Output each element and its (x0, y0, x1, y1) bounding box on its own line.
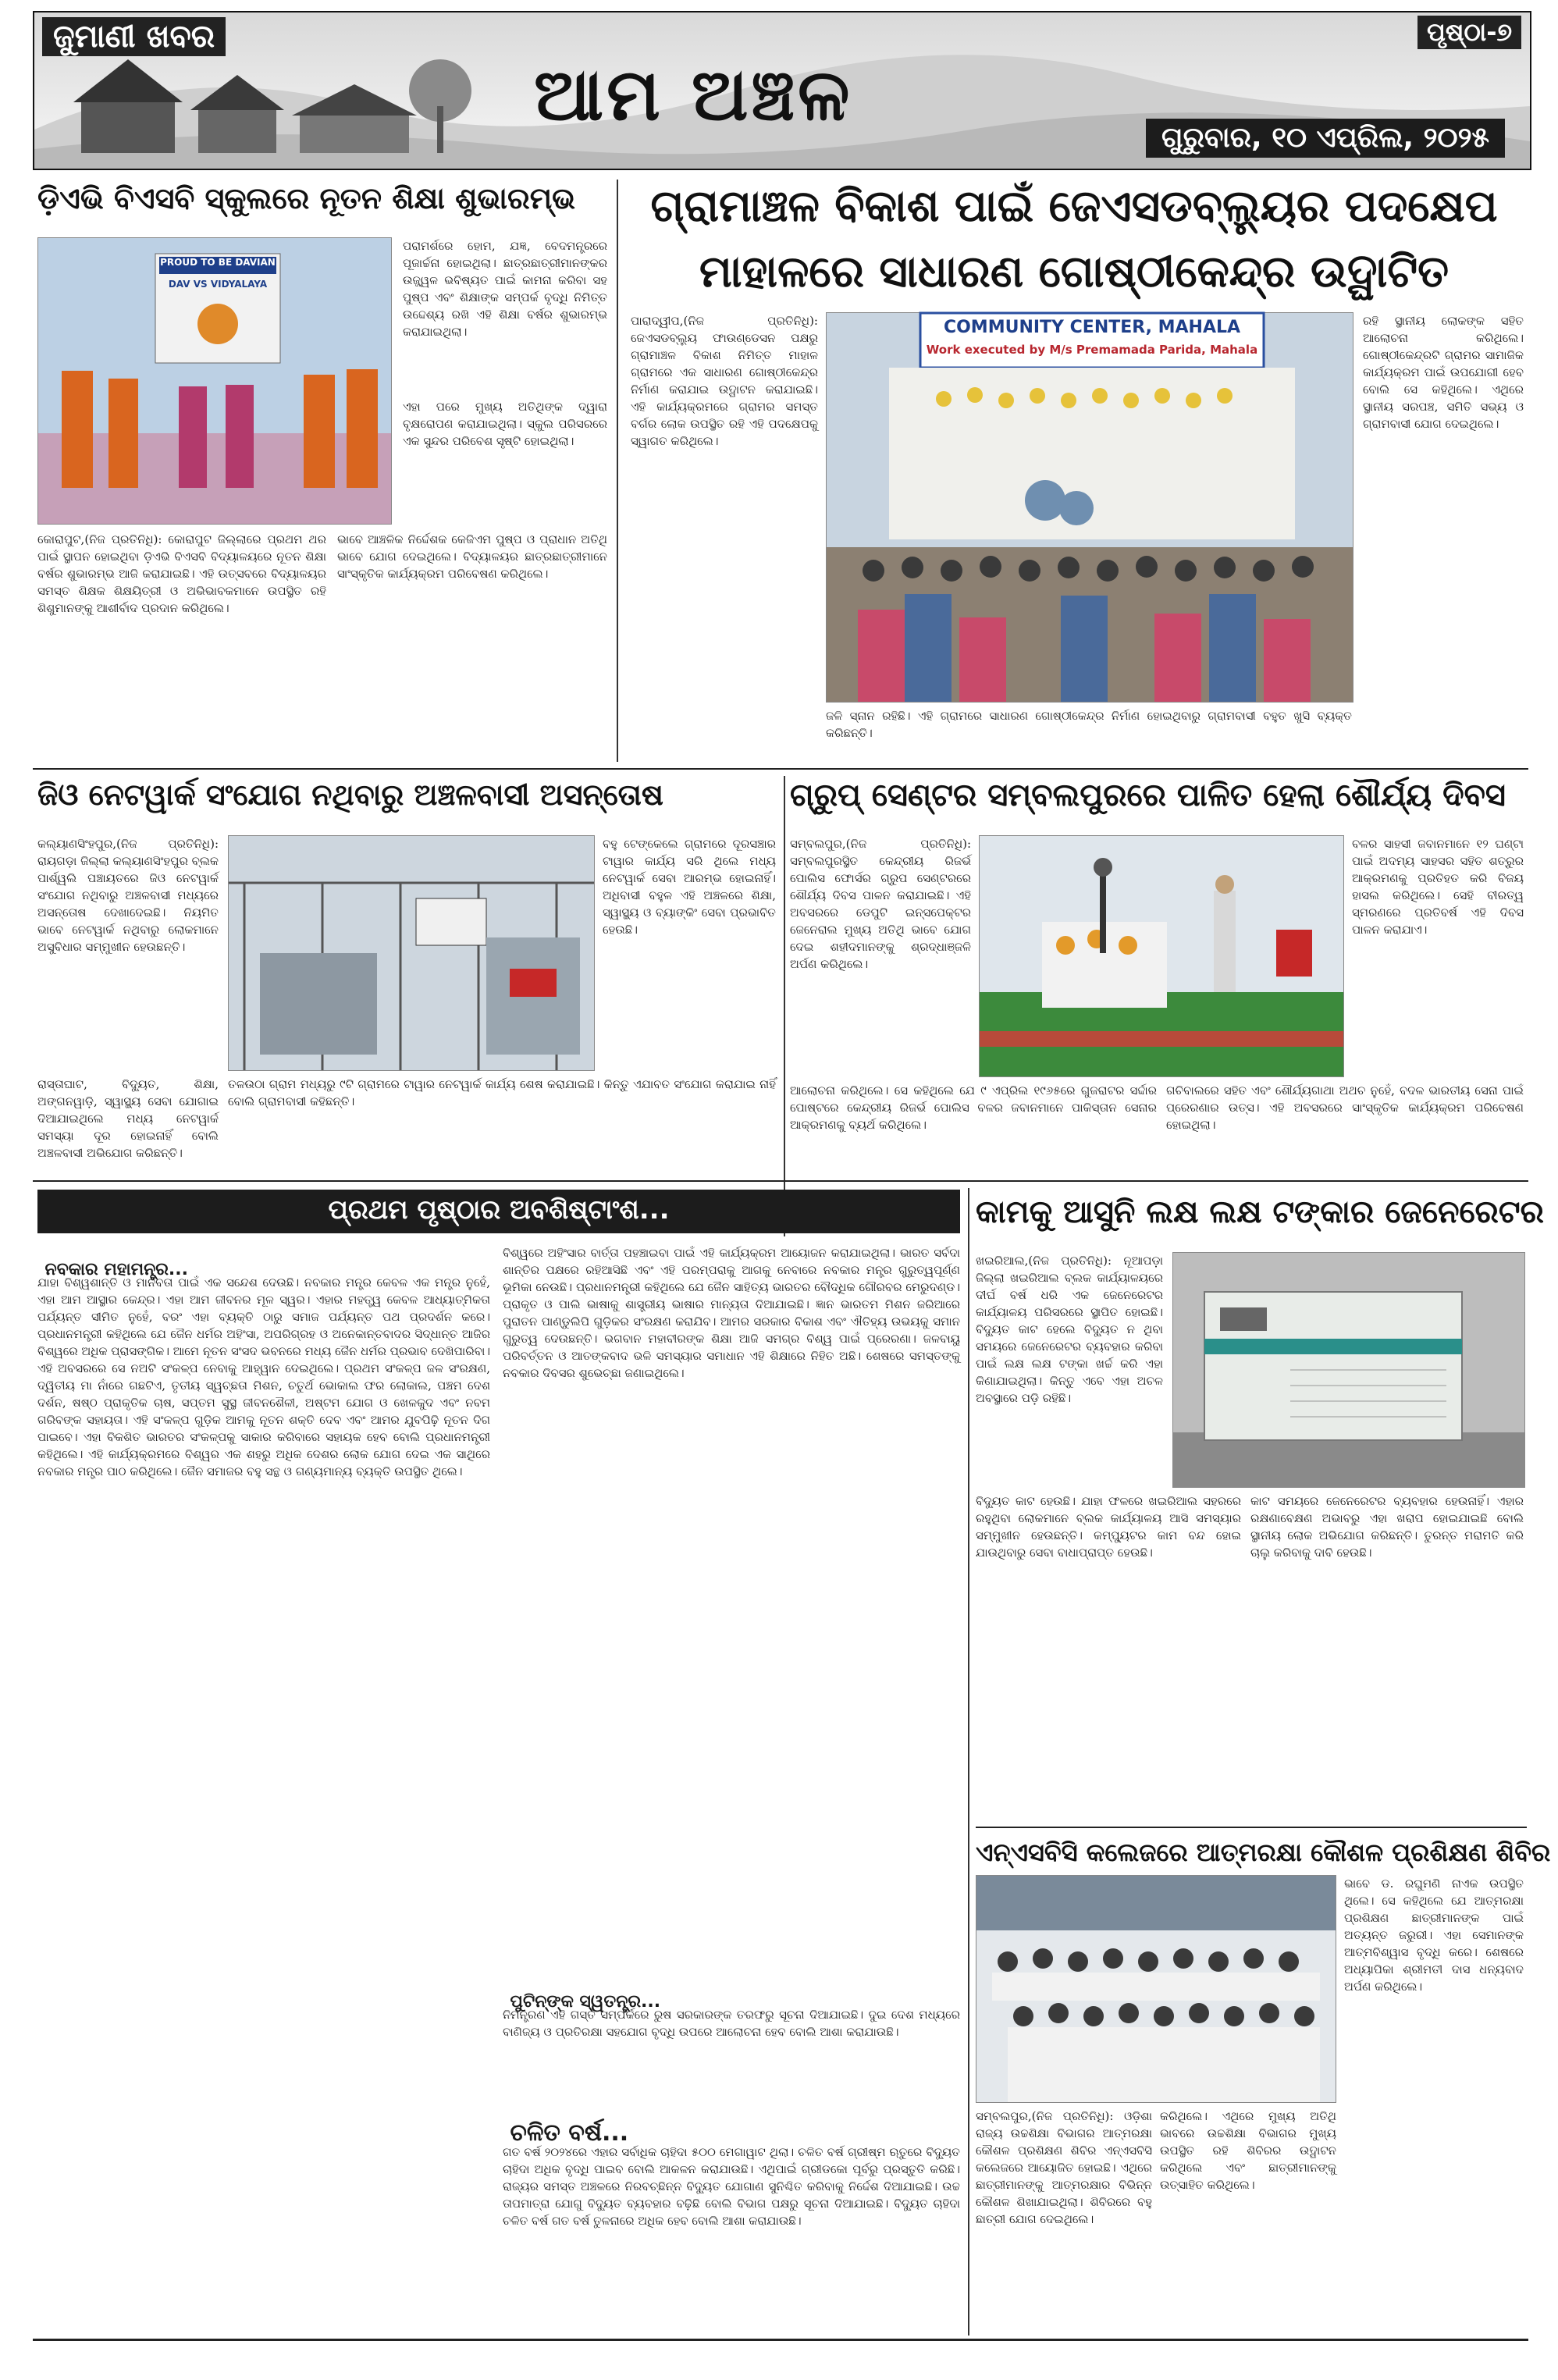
network-body-mid: ବହୁ ଟେଙ୍କେଲେ ଗ୍ରାମରେ ଦୂରସଞ୍ଚାର ଟାୱାର କାର୍ଯ୍ୟ ସରି ଥିଲେ ମଧ୍ୟ ନେଟୱାର୍କ ସେବା ଆରମ୍ଭ ହୋଇନାହିଁ। ଅଧିବାସୀ ବହୁଳ ଏହି ଅଞ୍ଚଳରେ ଶିକ୍ଷା, ସ୍ୱାସ୍ଥ୍ୟ ଓ ବ୍ୟାଙ୍କିଂ ସେବା ପ୍ରଭାବିତ ହେଉଛି। (603, 837, 780, 937)
jsw-body-right: ରହି ସ୍ଥାନୀୟ ଲୋକଙ୍କ ସହିତ ଆଲୋଚନା କରିଥିଲେ। ଗୋଷ୍ଠୀକେନ୍ଦ୍ରଟି ଗ୍ରାମର ସାମାଜିକ କାର୍ଯ୍ୟକ୍ରମ ପାଇଁ ଉପଯୋଗୀ ହେବ ବୋଲି ସେ କହିଥିଲେ। ଏଥିରେ ସ୍ଥାନୀୟ ସରପଞ୍ଚ, ସମିତି ସଭ୍ୟ ଓ ଗ୍ରାମବାସୀ ଯୋଗ ଦେଇଥିଲେ। (1363, 314, 1528, 431)
jsw-body-bottom: ଜଳି ସ୍ନାନ ରହିଛି। ଏହି ଗ୍ରାମରେ ସାଧାରଣ ଗୋଷ୍ଠୀକେନ୍ଦ୍ର ନିର୍ମାଣ ହୋଇଥିବାରୁ ଗ୍ରାମବାସୀ ବହୁତ ଖୁସି ବ୍ୟକ୍ତ କରିଛନ୍ତି। (826, 709, 1356, 740)
bottom-rule (33, 2339, 1528, 2341)
school-photo (37, 237, 392, 525)
masthead (33, 11, 1531, 170)
continued-sub-1 (37, 1244, 490, 1279)
network-photo (228, 835, 595, 1071)
ncc-photo-graphic (976, 1876, 1336, 2102)
continued-sub-3 (37, 2108, 490, 2133)
school-headline: ଡ଼ିଏଭି ବିଏସବି ସ୍କୁଲରେ ନୂତନ ଶିକ୍ଷା ଶୁଭାରମ୍ଭ (37, 181, 576, 215)
school-col-right: ପରାମର୍ଶରେ ହୋମ, ଯଜ୍ଞ, ବେଦମନ୍ତ୍ରରେ ପୂଜାର୍ଚ୍ଚନା ହୋଇଥିଲା। ଛାତ୍ରଛାତ୍ରୀମାନଙ୍କର ଉଜ୍ଜ୍ୱଳ ଭବିଷ୍ୟତ ପାଇଁ କାମନା କରିବା ସହ ପୁଷ୍ପ ଏବଂ ଶିକ୍ଷାଙ୍କ ସମ୍ପର୍କ ବୃଦ୍ଧି ନିମିତ୍ତ ଉଦ୍ଦେଶ୍ୟ ରଖି ଏହି ଶିକ୍ଷା ବର୍ଷର ଶୁଭାରମ୍ଭ କରାଯାଇଥିଲା। (403, 239, 611, 339)
continued-text-2: ନିମନ୍ତ୍ରଣ ଏହି ଗସ୍ତ ସମ୍ପର୍କରେ ରୁଷ ସରକାରଙ୍କ ତରଫରୁ ସୂଚନା ଦିଆଯାଇଛି। ଦୁଇ ଦେଶ ମଧ୍ୟରେ ବାଣିଜ୍ୟ ଓ ପ୍ରତିରକ୍ଷା ସହଯୋଗ ବୃଦ୍ଧି ଉପରେ ଆଲୋଚନା ହେବ ବୋଲି ଆଶା କରାଯାଉଛି। (503, 2008, 964, 2039)
jsw-body: ପାରାଦ୍ୱୀପ,(ନିଜ ପ୍ରତିନିଧି): ଜେଏସଡବ୍ଲ୍ୟୁ ଫାଉଣ୍ଡେସନ ପକ୍ଷରୁ ଗ୍ରାମାଞ୍ଚଳ ବିକାଶ ନିମିତ୍ତ ମାହାଳ ଗ୍ରାମରେ ଏକ ସାଧାରଣ ଗୋଷ୍ଠୀକେନ୍ଦ୍ର ନିର୍ମାଣ କରାଯାଇ ଉଦ୍ଘାଟନ କରାଯାଇଛି। ଏହି କାର୍ଯ୍ୟକ୍ରମରେ ଗ୍ରାମର ସମସ୍ତ ବର୍ଗର ଲୋକ ଉପସ୍ଥିତ ରହି ଏହି ପଦକ୍ଷେପକୁ ସ୍ୱାଗତ କରିଥିଲେ। (631, 314, 822, 448)
issue-date: ଗୁରୁବାର, ୧୦ ଏପ୍ରିଲ, ୨୦୨୫ (1146, 119, 1505, 158)
column-divider (617, 180, 618, 762)
group-body-bottom: ଆଲୋଚନା କରିଥିଲେ। ସେ କହିଥିଲେ ଯେ ୯ ଏପ୍ରିଲ ୧୯୬୫ରେ ଗୁଜରାଟର ସର୍ଦ୍ଦାର ପୋଷ୍ଟରେ କେନ୍ଦ୍ରୀୟ ରିଜର୍ଭ ପୋଲିସ ବଳର ଜବାନମାନେ ପାକିସ୍ତାନ ସେନାର ଆକ୍ରମଣକୁ ବ୍ୟର୍ଥ କରିଥିଲେ। (790, 1083, 1161, 1132)
generator-body: ଖଇରିଆଲ,(ନିଜ ପ୍ରତିନିଧି): ନୂଆପଡ଼ା ଜିଲ୍ଲା ଖଇରିଆଲ ବ୍ଲକ କାର୍ଯ୍ୟାଳୟରେ ଦୀର୍ଘ ବର୍ଷ ଧରି ଏକ ଜେନେରେଟର କାର୍ଯ୍ୟାଳୟ ପରିସରରେ ସ୍ଥାପିତ ହୋଇଛି। ବିଦ୍ୟୁତ କାଟ ହେଲେ ବିଦ୍ୟୁତ ନ ଥିବା ସମୟରେ ଜେନେରେଟର ବ୍ୟବହାର କରିବା ପାଇଁ ଲକ୍ଷ ଲକ୍ଷ ଟଙ୍କା ଖର୍ଚ୍ଚ କରି ଏହା କିଣାଯାଇଥିଲା। କିନ୍ତୁ ଏବେ ଏହା ଅଚଳ ଅବସ୍ଥାରେ ପଡ଼ି ରହିଛି। (976, 1254, 1167, 1405)
continued-sub-2 (503, 1976, 960, 2012)
network-body: କଲ୍ୟାଣସିଂହପୁର,(ନିଜ ପ୍ରତିନିଧି): ରାୟଗଡ଼ା ଜିଲ୍ଲା କଲ୍ୟାଣସିଂହପୁର ବ୍ଲକ ପାର୍ଶ୍ୱଲି ପଞ୍ଚାୟତରେ ଜିଓ ନେଟୱାର୍କ ସଂଯୋଗ ନଥିବାରୁ ଅଞ୍ଚଳବାସୀ ମଧ୍ୟରେ ଅସନ୍ତୋଷ ଦେଖାଦେଇଛି। ନିୟମିତ ଭାବେ ନେଟୱାର୍କ ନଥିବାରୁ ଲୋକମାନେ ଅସୁବିଧାର ସମ୍ମୁଖୀନ ହେଉଛନ୍ତି। (37, 837, 222, 954)
jsw-headline-line1: ଗ୍ରାମାଞ୍ଚଳ ବିକାଶ ପାଇଁ ଜେଏସଡବ୍ଲ୍ୟୁର ପଦକ୍ଷେପ (650, 181, 1498, 232)
school-body: କୋରାପୁଟ,(ନିଜ ପ୍ରତିନିଧି): କୋରାପୁଟ ଜିଲ୍ଲାରେ ପ୍ରଥମ ଥର ପାଇଁ ସ୍ଥାପନ ହୋଇଥିବା ଡ଼ିଏଭି ବିଏସବି ବିଦ୍ୟାଳୟରେ ନୂତନ ଶିକ୍ଷା ବର୍ଷର ଶୁଭାରମ୍ଭ ଆଜି କରାଯାଇଛି। ଏହି ଉତ୍ସବରେ ବିଦ୍ୟାଳୟର ସମସ୍ତ ଶିକ୍ଷକ ଶିକ୍ଷୟିତ୍ରୀ ଓ ଅଭିଭାବକମାନେ ଉପସ୍ଥିତ ରହି ଶିଶୁମାନଙ୍କୁ ଆଶୀର୍ବାଦ ପ୍ରଦାନ କରିଥିଲେ। (37, 532, 330, 615)
page-label: ପୃଷ୍ଠା-୭ (1417, 16, 1521, 49)
jsw-photo-sign-line1: COMMUNITY CENTER, MAHALA (943, 318, 1241, 337)
continued-band-label: ପ୍ରଥମ ପୃଷ୍ଠାର ଅବଶିଷ୍ଟାଂଶ... (328, 1194, 670, 1226)
ncc-body-mid: କରିଥିଲେ। ଏଥିରେ ମୁଖ୍ୟ ଅତିଥି ଭାବରେ ଉଚ୍ଚଶିକ୍ଷା ବିଭାଗର ମୁଖ୍ୟ ଉପସ୍ଥିତ ରହି ଶିବିରର ଉଦ୍ଘାଟନ କରିଥିଲେ ଏବଂ ଛାତ୍ରୀମାନଙ୍କୁ ଉତ୍ସାହିତ କରିଥିଲେ। (1160, 2109, 1340, 2192)
jsw-photo-sign-line2: Work executed by M/s Premamada Parida, Mahala (926, 343, 1258, 357)
section-rule-1 (33, 768, 1528, 770)
continued-text-1: ଯାହା ବିଶ୍ୱଶାନ୍ତି ଓ ମାନବତା ପାଇଁ ଏକ ସନ୍ଦେଶ ଦେଉଛି। ନବକାର ମନ୍ତ୍ର କେବଳ ଏକ ମନ୍ତ୍ର ନୁହେଁ, ଏହା ଆମ ଆସ୍ଥାର କେନ୍ଦ୍ର। ଏହା ଆମ ଜୀବନର ମୂଳ ସ୍ୱର। ଏହାର ମହତ୍ତ୍ୱ କେବଳ ଆଧ୍ୟାତ୍ମିକତା ପର୍ଯ୍ୟନ୍ତ ସୀମିତ ନୁହେଁ, ବରଂ ଏହା ବ୍ୟକ୍ତି ଠାରୁ ସମାଜ ପର୍ଯ୍ୟନ୍ତ ପଥ ପ୍ରଦର୍ଶନ କରେ। ପ୍ରଧାନମନ୍ତ୍ରୀ କହିଥିଲେ ଯେ ଜୈନ ଧର୍ମର ଅହିଂସା, ଅପରିଗ୍ରହ ଓ ଅନେକାନ୍ତବାଦର ସିଦ୍ଧାନ୍ତ ଆଜିର ବିଶ୍ୱରେ ଅଧିକ ପ୍ରାସଙ୍ଗିକ। ଆମେ ନୂତନ ସଂସଦ ଭବନରେ ମଧ୍ୟ ଜୈନ ଧର୍ମର ପ୍ରଭାବ ଦେଖିପାରିବା। ଏହି ଅବସରରେ ସେ ନଅଟି ସଂକଳ୍ପ ନେବାକୁ ଆହ୍ୱାନ ଦେଇଥିଲେ। ପ୍ରଥମ ସଂକଳ୍ପ ଜଳ ସଂରକ୍ଷଣ, ଦ୍ୱିତୀୟ ମା ନାଁରେ ଗଛଟିଏ, ତୃତୀୟ ସ୍ୱଚ୍ଛତା ମିଶନ, ଚତୁର୍ଥ ଭୋକାଲ ଫର ଲୋକାଲ, ପଞ୍ଚମ ଦେଶ ଦର୍ଶନ, ଷଷ୍ଠ ପ୍ରାକୃତିକ ଚାଷ, ସପ୍ତମ ସୁସ୍ଥ ଜୀବନଶୈଳୀ, ଅଷ୍ଟମ ଯୋଗ ଓ ଖେଳକୁଦ ଏବଂ ନବମ ଗରିବଙ୍କ ସହାୟତା। ଏହି ସଂକଳ୍ପ ଗୁଡ଼ିକ ଆମକୁ ନୂତନ ଶକ୍ତି ଦେବ ଏବଂ ଆମର ଯୁବପିଢ଼ି ନୂତନ ଦିଗ ପାଇବେ। ଏହା ବିକଶିତ ଭାରତର ସଂକଳ୍ପକୁ ସାକାର କରିବାରେ ସହାୟକ ହେବ ବୋଲି ପ୍ରଧାନମନ୍ତ୍ରୀ କହିଥିଲେ। ଏହି କାର୍ଯ୍ୟକ୍ରମରେ ବିଶ୍ୱର ଏକ ଶହରୁ ଅଧିକ ଦେଶର ଲୋକ ଯୋଗ ଦେଇ ଏକ ସାଥିରେ ନବକାର ମନ୍ତ୍ର ପାଠ କରିଥିଲେ। ଜୈନ ସମାଜର ବହୁ ସନ୍ଥ ଓ ଗଣ୍ୟମାନ୍ୟ ବ୍ୟକ୍ତି ଉପସ୍ଥିତ ଥିଲେ। (37, 1275, 494, 1478)
subhead-navkar: ନବକାର ମହାମନ୍ତ୍ର... (44, 1260, 188, 1279)
school-col-right-2: ଏହା ପରେ ମୁଖ୍ୟ ଅତିଥିଙ୍କ ଦ୍ୱାରା ବୃକ୍ଷରୋପଣ କରାଯାଇଥିଲା। ସ୍କୁଲ ପରିସରରେ ଏକ ସୁନ୍ଦର ପରିବେଶ ସୃଷ୍ଟି ହୋଇଥିଲା। (403, 400, 611, 448)
subhead-putin: ପୁଟିନ୍‌ଙ୍କ ସ୍ୱତନ୍ତ୍ର... (510, 1992, 661, 2012)
jsw-photo-graphic (827, 313, 1353, 702)
ncc-body-right: ଭାବେ ଡ. ରଘୁମଣି ନାଏକ ଉପସ୍ଥିତ ଥିଲେ। ସେ କହିଥିଲେ ଯେ ଆତ୍ମରକ୍ଷା ପ୍ରଶିକ୍ଷଣ ଛାତ୍ରୀମାନଙ୍କ ପାଇଁ ଅତ୍ୟନ୍ତ ଜରୁରୀ। ଏହା ସେମାନଙ୍କ ଆତ୍ମବିଶ୍ୱାସ ବୃଦ୍ଧି କରେ। ଶେଷରେ ଅଧ୍ୟାପିକା ଶ୍ରୀମତୀ ଦାସ ଧନ୍ୟବାଦ ଅର୍ପଣ କରିଥିଲେ। (1344, 1877, 1528, 1994)
ncc-headline: ଏନ୍‌ଏସବିସି କଲେଜରେ ଆତ୍ମରକ୍ଷା କୌଶଳ ପ୍ରଶିକ୍ଷଣ ଶିବିର (976, 1837, 1551, 1867)
network-body-bottom: ରାସ୍ତାଘାଟ, ବିଦ୍ୟୁତ, ଶିକ୍ଷା, ଅଙ୍ଗନୱାଡ଼ି, ସ୍ୱାସ୍ଥ୍ୟ ସେବା ଯୋଗାଇ ଦିଆଯାଇଥିଲେ ମଧ୍ୟ ନେଟୱାର୍କ ସମସ୍ୟା ଦୂର ହୋଇନାହିଁ ବୋଲି ଅଞ୍ଚଳବାସୀ ଅଭିଯୋଗ କରିଛନ୍ତି। (37, 1077, 222, 1160)
group-body-right: ବଳର ସାହସୀ ଜବାନମାନେ ୧୨ ଘଣ୍ଟା ପାଇଁ ଅଦମ୍ୟ ସାହସର ସହିତ ଶତ୍ରୁର ଆକ୍ରମଣକୁ ପ୍ରତିହତ କରି ବିଜୟ ହାସଲ କରିଥିଲେ। ସେହି ବୀରତ୍ୱ ସ୍ମରଣରେ ପ୍ରତିବର୍ଷ ଏହି ଦିବସ ପାଳନ କରାଯାଏ। (1352, 837, 1528, 937)
school-photo-sign: DAV VS VIDYALAYA (168, 279, 268, 290)
group-headline: ଗ୍ରୁପ୍ ସେଣ୍ଟର ସମ୍ବଲପୁରରେ ପାଳିତ ହେଲା ଶୌର୍ଯ୍ୟ ଦିବସ (790, 777, 1506, 813)
network-headline: ଜିଓ ନେଟୱାର୍କ ସଂଯୋଗ ନଥିବାରୁ ଅଞ୍ଚଳବାସୀ ଅସନ୍ତୋଷ (37, 777, 663, 812)
jsw-photo (826, 312, 1353, 703)
continued-sub-3b (503, 2108, 960, 2147)
column-divider-2 (784, 776, 785, 1236)
continued-band (37, 1190, 960, 1233)
generator-photo-graphic (1173, 1253, 1524, 1487)
column-divider-3 (968, 1188, 969, 2336)
section-rule-3 (976, 1827, 1527, 1828)
group-photo (979, 835, 1344, 1077)
group-body: ସମ୍ବଲପୁର,(ନିଜ ପ୍ରତିନିଧି): ସମ୍ବଲପୁରସ୍ଥିତ କେନ୍ଦ୍ରୀୟ ରିଜର୍ଭ ପୋଲିସ ଫୋର୍ସର ଗ୍ରୁପ ସେଣ୍ଟରରେ ଶୌର୍ଯ୍ୟ ଦିବସ ପାଳନ କରାଯାଇଛି। ଏହି ଅବସରରେ ଡେପୁଟି ଇନ୍ସପେକ୍ଟର ଜେନେରାଲ ମୁଖ୍ୟ ଅତିଥି ଭାବେ ଯୋଗ ଦେଇ ଶହୀଦମାନଙ୍କୁ ଶ୍ରଦ୍ଧାଞ୍ଜଳି ଅର୍ପଣ କରିଥିଲେ। (790, 837, 975, 971)
ncc-body: ସମ୍ବଲପୁର,(ନିଜ ପ୍ରତିନିଧି): ଓଡ଼ିଶା ରାଜ୍ୟ ଉଚ୍ଚଶିକ୍ଷା ବିଭାଗର ଆତ୍ମରକ୍ଷା କୌଶଳ ପ୍ରଶିକ୍ଷଣ ଶିବିର ଏନ୍‌ଏସବିସି କଲେଜରେ ଆୟୋଜିତ ହୋଇଛି। ଏଥିରେ ଛାତ୍ରୀମାନଙ୍କୁ ଆତ୍ମରକ୍ଷାର ବିଭିନ୍ନ କୌଶଳ ଶିଖାଯାଇଥିଲା। ଶିବିରରେ ବହୁ ଛାତ୍ରୀ ଯୋଗ ଦେଇଥିଲେ। (976, 2109, 1156, 2226)
generator-photo (1172, 1252, 1525, 1488)
section-rule-2 (33, 1180, 1528, 1182)
generator-body-mid: ବିଦ୍ୟୁତ କାଟ ହେଉଛି। ଯାହା ଫଳରେ ଖଇରିଆଲ ସହରରେ ରହୁଥିବା ଲୋକମାନେ ବ୍ଲକ କାର୍ଯ୍ୟାଳୟ ଆସି ସମସ୍ୟାର ସମ୍ମୁଖୀନ ହେଉଛନ୍ତି। କମ୍ପ୍ୟୁଟର କାମ ବନ୍ଦ ହୋଇ ଯାଉଥିବାରୁ ସେବା ବାଧାପ୍ରାପ୍ତ ହେଉଛି। (976, 1494, 1245, 1560)
subhead-chalita: ଚଳିତ ବର୍ଷ... (510, 2119, 629, 2147)
continued-text-3: ଗତ ବର୍ଷ ୨୦୨୪ରେ ଏହାର ସର୍ବାଧିକ ଚାହିଦା ୫୦୦ ମେଗାୱାଟ ଥିଲା। ଚଳିତ ବର୍ଷ ଗ୍ରୀଷ୍ମ ଋତୁରେ ବିଦ୍ୟୁତ ଚାହିଦା ଅଧିକ ବୃଦ୍ଧି ପାଇବ ବୋଲି ଆକଳନ କରାଯାଉଛି। ଏଥିପାଇଁ ଗ୍ରୀଡକୋ ପୂର୍ବରୁ ପ୍ରସ୍ତୁତି କରିଛି। ରାଜ୍ୟର ସମସ୍ତ ଅଞ୍ଚଳରେ ନିରବଚ୍ଛିନ୍ନ ବିଦ୍ୟୁତ ଯୋଗାଣ ସୁନିଶ୍ଚିତ କରିବାକୁ ନିର୍ଦ୍ଦେଶ ଦିଆଯାଇଛି। ଉଚ୍ଚ ତାପମାତ୍ରା ଯୋଗୁ ବିଦ୍ୟୁତ ବ୍ୟବହାର ବଢ଼ିଛି ବୋଲି ବିଭାଗ ପକ୍ଷରୁ ସୂଚନା ଦିଆଯାଇଛି। ବିଦ୍ୟୁତ ଚାହିଦା ଚଳିତ ବର୍ଷ ଗତ ବର୍ଷ ତୁଳନାରେ ଅଧିକ ହେବ ବୋଲି ଆଶା କରାଯାଉଛି। (503, 2145, 964, 2228)
continued-text-1b: ବିଶ୍ୱରେ ଅହିଂସାର ବାର୍ତ୍ତା ପହଞ୍ଚାଇବା ପାଇଁ ଏହି କାର୍ଯ୍ୟକ୍ରମ ଆୟୋଜନ କରାଯାଇଥିଲା। ଭାରତ ସର୍ବଦା ଶାନ୍ତିର ପକ୍ଷରେ ରହିଆସିଛି ଏବଂ ଏହି ପରମ୍ପରାକୁ ଆଗକୁ ନେବାରେ ନବକାର ମନ୍ତ୍ର ଗୁରୁତ୍ୱପୂର୍ଣ୍ଣ ଭୂମିକା ନେଉଛି। ପ୍ରଧାନମନ୍ତ୍ରୀ କହିଥିଲେ ଯେ ଜୈନ ସାହିତ୍ୟ ଭାରତର ବୌଦ୍ଧିକ ଗୌରବର ମେରୁଦଣ୍ଡ। ପ୍ରାକୃତ ଓ ପାଲି ଭାଷାକୁ ଶାସ୍ତ୍ରୀୟ ଭାଷାର ମାନ୍ୟତା ଦିଆଯାଇଛି। ଜ୍ଞାନ ଭାରତମ ମିଶନ ଜରିଆରେ ପୁରାତନ ପାଣ୍ଡୁଲିପି ଗୁଡ଼ିକର ସଂରକ୍ଷଣ କରାଯିବ। ଆମର ସରକାର ବିକାଶ ଏବଂ ଐତିହ୍ୟ ଉଭୟକୁ ସମାନ ଗୁରୁତ୍ୱ ଦେଉଛନ୍ତି। ଭଗବାନ ମହାବୀରଙ୍କ ଶିକ୍ଷା ଆଜି ସମଗ୍ର ବିଶ୍ୱ ପାଇଁ ପ୍ରେରଣା। ଜଳବାୟୁ ପରିବର୍ତ୍ତନ ଓ ଆତଙ୍କବାଦ ଭଳି ସମସ୍ୟାର ସମାଧାନ ଏହି ଶିକ୍ଷାରେ ନିହିତ ଅଛି। ଶେଷରେ ସମସ୍ତଙ୍କୁ ନବକାର ଦିବସର ଶୁଭେଚ୍ଛା ଜଣାଇଥିଲେ। (503, 1246, 964, 1380)
masthead-section-title: ଆମ ଅଞ୍ଚଳ (534, 53, 853, 137)
school-body-2: ଭାବେ ଆଞ୍ଚଳିକ ନିର୍ଦ୍ଦେଶକ କେଜିଏମ ପୁଷ୍ପ ଓ ପ୍ରାଧାନ ଅତିଥି ଭାବେ ଯୋଗ ଦେଇଥିଲେ। ବିଦ୍ୟାଳୟର ଛାତ୍ରଛାତ୍ରୀମାନେ ସାଂସ୍କୃତିକ କାର୍ଯ୍ୟକ୍ରମ ପରିବେଷଣ କରିଥିଲେ। (337, 532, 611, 581)
generator-body-right: କାଟ ସମୟରେ ଜେନେରେଟର ବ୍ୟବହାର ହେଉନାହିଁ। ଏହାର ରକ୍ଷଣାବେକ୍ଷଣ ଅଭାବରୁ ଏହା ଖରାପ ହୋଇଯାଇଛି ବୋଲି ସ୍ଥାନୀୟ ଲୋକ ଅଭିଯୋଗ କରିଛନ୍ତି। ତୁରନ୍ତ ମରାମତି କରି ଚାଲୁ କରିବାକୁ ଦାବି ହେଉଛି। (1250, 1494, 1528, 1560)
jsw-headline-line2: ମାହାଳରେ ସାଧାରଣ ଗୋଷ୍ଠୀକେନ୍ଦ୍ର ଉଦ୍ଘାଟିତ (699, 247, 1450, 297)
network-body-bottom-2: ତଳଉଠା ଗ୍ରାମ ମଧ୍ୟରୁ ୯ଟି ଗ୍ରାମରେ ଟାୱାର ନେଟୱାର୍କ କାର୍ଯ୍ୟ ଶେଷ କରାଯାଇଛି। କିନ୍ତୁ ଏଯାବତ ସଂଯୋଗ କରାଯାଇ ନାହିଁ ବୋଲି ଗ୍ରାମବାସୀ କହିଛନ୍ତି। (228, 1077, 780, 1108)
school-photo-banner: PROUD TO BE DAVIAN (160, 257, 276, 268)
generator-headline: କାମକୁ ଆସୁନି ଲକ୍ଷ ଲକ୍ଷ ଟଙ୍କାର ଜେନେରେଟର (976, 1194, 1544, 1230)
group-body-bottom-2: ଗଚିବାଲରେ ସହିତ ଏବଂ ଶୌର୍ଯ୍ୟଗାଥା ଅଥଚ ନୁହେଁ, ବଦଳ ଭାରତୀୟ ସେନା ପାଇଁ ପ୍ରେରଣାର ଉତ୍ସ। ଏହି ଅବସରରେ ସାଂସ୍କୃତିକ କାର୍ଯ୍ୟକ୍ରମ ପରିବେଷଣ ହୋଇଥିଲା। (1166, 1083, 1528, 1132)
masthead-brand: ଜୁମାଣୀ ଖବର (42, 17, 226, 56)
network-photo-graphic (229, 836, 594, 1070)
ncc-photo (976, 1875, 1336, 2103)
group-photo-graphic (980, 836, 1343, 1076)
